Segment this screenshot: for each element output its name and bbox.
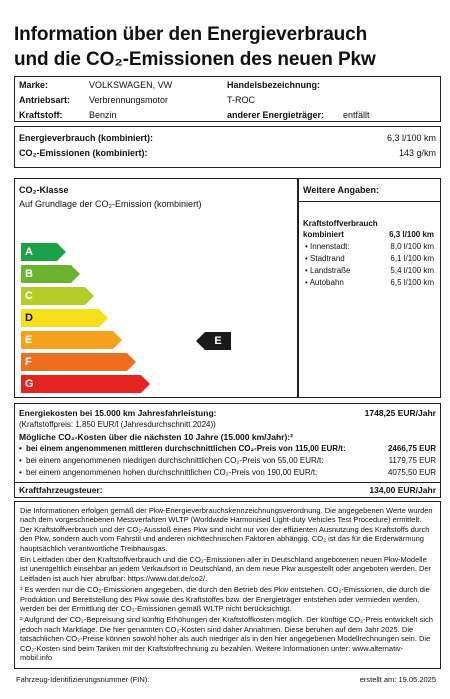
co2-class-box — [14, 178, 298, 398]
further-info-heading: Weitere Angaben: — [303, 185, 380, 195]
fuel-value: Benzin — [89, 110, 117, 120]
other-energy-label: anderer Energieträger: — [227, 110, 325, 120]
co2-class-bar-g: G — [21, 375, 141, 393]
created-date: erstellt am: 19.05.2025 — [359, 675, 436, 684]
co2-emissions-label: CO₂-Emissionen (kombiniert): — [19, 148, 148, 158]
co2-class-bar-e: E — [21, 331, 113, 349]
vehicle-tax-value: 134,00 EUR/Jahr — [369, 485, 436, 495]
page-title — [14, 22, 444, 72]
co2-cost-scenario-value: 1179,75 EUR — [388, 456, 436, 465]
fuel-consumption-value: 8,0 l/100 km — [390, 242, 434, 251]
fuel-label: Kraftstoff: — [19, 110, 63, 120]
co2-class-bar-b: B — [21, 265, 71, 283]
fuel-consumption-value: 6,5 l/100 km — [390, 278, 434, 287]
vin-label: Fahrzeug-Identifizierungsnummer (FIN): — [16, 675, 150, 684]
energy-consumption-value: 6,3 l/100 km — [386, 133, 436, 143]
consumption-box — [14, 126, 441, 168]
co2-cost-scenario-bullet: • — [19, 468, 22, 477]
co2-cost-scenario-label: bei einem angenommenen mittleren durchschnittlichen CO₂-Preis von 115,00 EUR/t: — [26, 444, 346, 453]
fuel-consumption-value: 6,3 l/100 km — [389, 230, 434, 239]
vehicle-tax-label: Kraftfahrzeugsteuer: — [19, 485, 103, 495]
make-value: VOLKSWAGEN, VW — [89, 80, 173, 90]
co2-class-heading: CO₂-Klasse — [19, 185, 69, 195]
costs-box — [14, 403, 441, 498]
drive-value: Verbrennungsmotor — [89, 95, 169, 105]
fuel-consumption-label: • Autobahn — [305, 278, 344, 287]
trade-name-label: Handelsbezeichnung: — [227, 80, 321, 90]
drive-label: Antriebsart: — [19, 95, 71, 105]
footnote-1: ¹ Es werden nur die CO₂-Emissionen angegeben, die durch den Betrieb des Pkw entstehen. CO₂-Emissionen, die durch die Produktion und Bereitstellung des Pkw sowie des Kraftstoffes bzw. der Energieträger entstehen oder vermieden werden, werden bei der Ermittlung der CO₂-Emissionen gemäß WLTP nicht berücksichtigt. — [20, 585, 430, 614]
further-info-box — [298, 178, 441, 398]
fuel-consumption-label: kombiniert — [303, 230, 344, 239]
energy-costs-value: 1748,25 EUR/Jahr — [364, 408, 436, 418]
energy-costs-label: Energiekosten bei 15.000 km Jahresfahrleistung: — [19, 408, 217, 418]
co2-class-subheading: Auf Grundlage der CO₂-Emission (kombiniert) — [19, 199, 202, 209]
trade-name-value: T-ROC — [227, 95, 255, 105]
fuel-consumption-heading: Kraftstoffverbrauch — [303, 219, 378, 228]
fuel-consumption-label: • Innenstadt: — [305, 242, 350, 251]
footnote-2: ² Aufgrund der CO₂-Bepreisung sind künftig Erhöhungen der Kraftstoffkosten möglich. Der künftige CO₂-Preis entwickelt sich jedoch nach Marktlage. Die hier genannten CO₂-Kosten sind daher Annahmen. Diese beruhen auf dem Jahr 2025. Die tatsächlichen CO₂-Preise können sowohl höher als auch niedriger als in den hier angegebenen Modellrechnungen sein. Die CO₂-Kosten sind beim Tanken mit der Kraftstoffrechnung zu bezahlen. Weitere Informationen unter: www.alternativ-mobil.info — [20, 615, 433, 663]
co2-class-bar-c: C — [21, 287, 85, 305]
co2-cost-scenario-value: 2466,75 EUR — [387, 444, 436, 453]
co2-cost-scenario-bullet: • — [19, 456, 22, 465]
energy-consumption-label: Energieverbrauch (kombiniert): — [19, 133, 154, 143]
title-line-1: Information über den Energieverbrauch — [14, 24, 368, 45]
co2-cost-scenario-label: bei einem angenommenen niedrigen durchschnittlichen CO₂-Preis von 55,00 EUR/t: — [26, 456, 324, 465]
title-line-2: und die CO₂-Emissionen des neuen Pkw — [14, 49, 376, 70]
co2-costs-heading: Mögliche CO₂-Kosten über die nächsten 10 Jahre (15.000 km/Jahr):² — [19, 432, 293, 442]
co2-class-bar-d: D — [21, 309, 99, 327]
fuel-consumption-label: • Stadtrand — [305, 254, 345, 263]
footnotes-box — [14, 501, 441, 669]
co2-cost-scenario-label: bei einem angenommenen hohen durchschnittlichen CO₂-Preis von 190,00 EUR/t: — [26, 468, 318, 477]
fuel-consumption-value: 6,1 l/100 km — [390, 254, 434, 263]
make-label: Marke: — [19, 80, 49, 90]
current-co2-class-marker: E — [205, 332, 231, 350]
footnote-guide: Ein Leitfaden über den Kraftstoffverbrauch und die CO₂-Emissionen aller in Deutschland angebotenen neuen Pkw-Modelle ist unentgeltlich einsehbar an jedem Verkaufsort in Deutschland, an dem neue Pkw ausgestellt oder angeboten werden. Der Leitfaden ist auch hier abrufbar: https://www.dat.de/co2/. — [20, 555, 432, 583]
co2-cost-scenario-bullet: • — [19, 444, 22, 453]
co2-emissions-value: 143 g/km — [398, 148, 436, 158]
vehicle-info-box — [14, 76, 441, 122]
co2-class-bar-f: F — [21, 353, 127, 371]
co2-cost-scenario-value: 4075,50 EUR — [387, 468, 436, 477]
fuel-price-note: (Kraftstoffpreis: 1,850 EUR/l (Jahresdurchschnitt 2024)) — [19, 420, 216, 429]
other-energy-value: entfällt — [343, 110, 370, 120]
fuel-consumption-value: 5,4 l/100 km — [390, 266, 434, 275]
co2-class-bar-a: A — [21, 243, 57, 261]
fuel-consumption-label: • Landstraße — [305, 266, 351, 275]
footnote-wltp: Die Informationen erfolgen gemäß der Pkw-Energieverbrauchskennzeichnungsverordnung. Die angegebenen Werte wurden nach dem vorgeschriebenen Messverfahren WLTP (Worldwide Harmonised Light-duty Vehicles Test Procedure) ermittelt. Der Kraftstoffverbrauch und der CO₂-Ausstoß eines Pkw sind nicht nur von der effizienten Ausnutzung des Kraftstoffs durch den Pkw, sondern auch vom Fahrstil und anderen nichttechnischen Faktoren abhängig. CO₂ ist das für die Erderwärmung hauptsächlich verantwortliche Treibhausgas. — [20, 506, 433, 553]
